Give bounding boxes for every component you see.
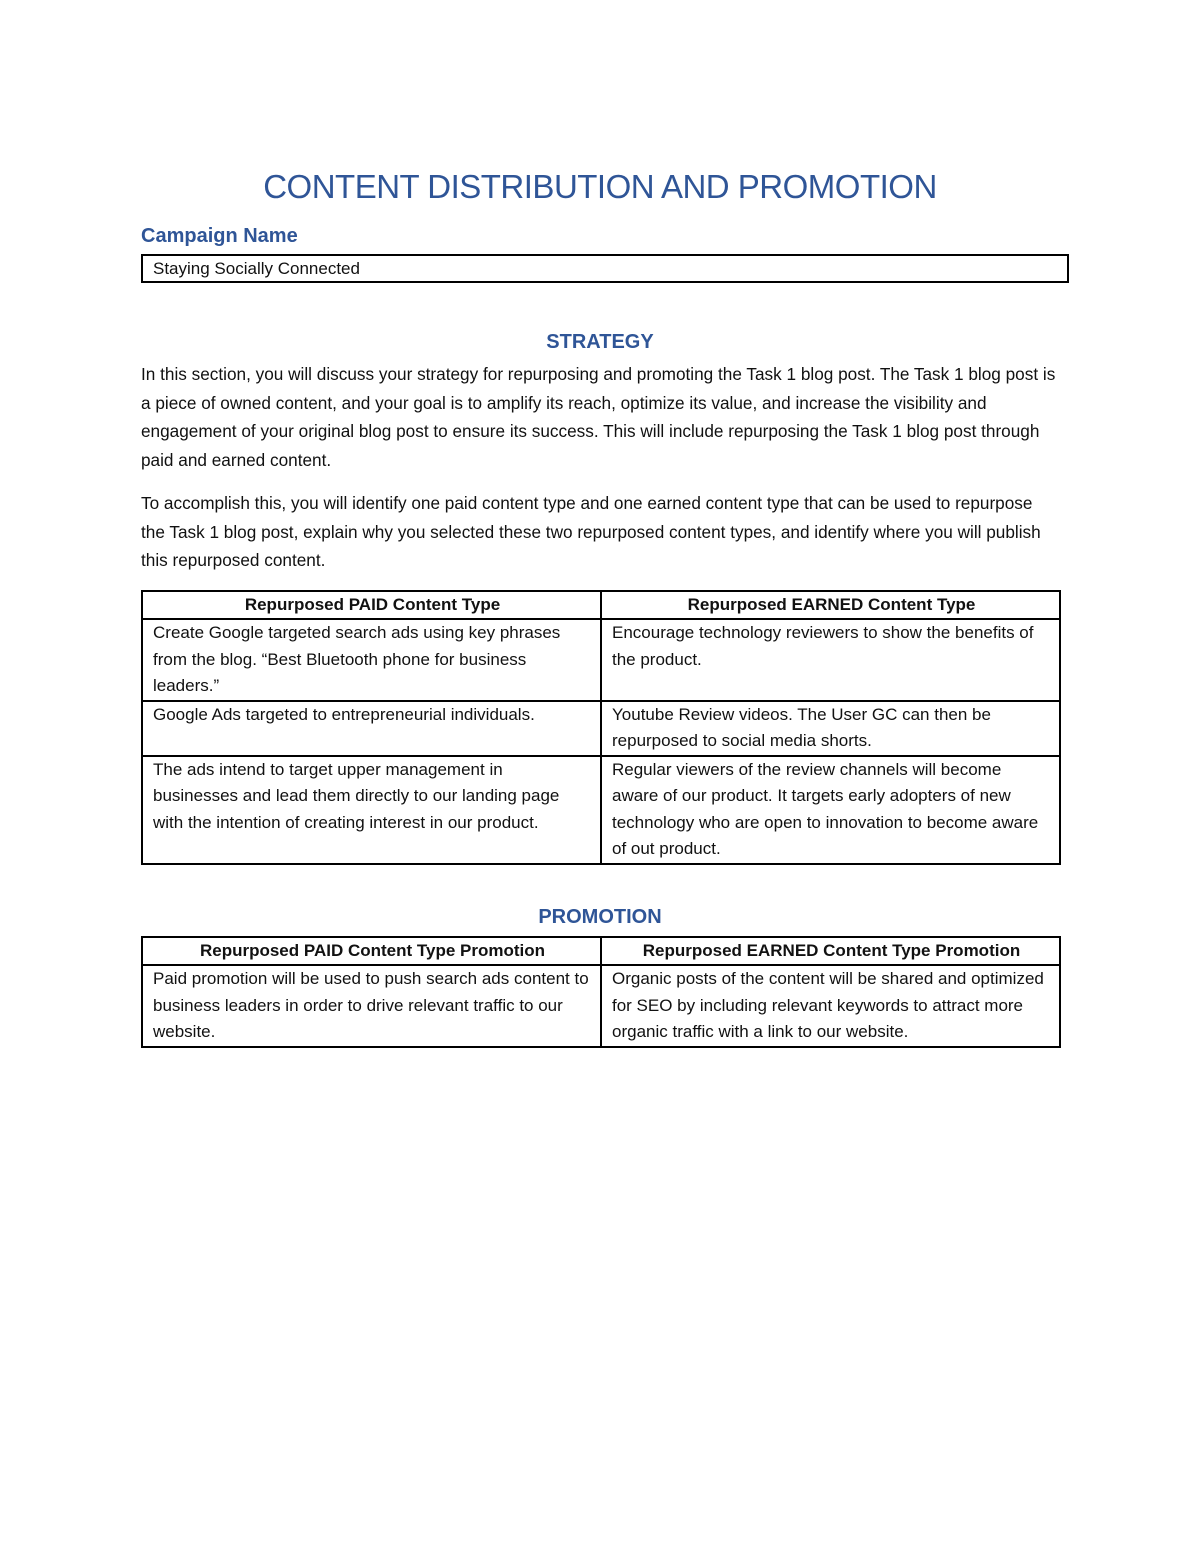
strategy-paragraph-1: In this section, you will discuss your strategy for repurposing and promoting the Task 1 blog post. The Task 1 blog post is a piece of owned content, and your goal is to amplify its reach, optimize its value, and increase the visibility and engagement of your original blog post to ensure its success. This will include repurposing the Task 1 blog post through paid and earned content. [141, 364, 1056, 471]
table-cell: Google Ads targeted to entrepreneurial individuals. [142, 701, 601, 756]
page-title: CONTENT DISTRIBUTION AND PROMOTION [263, 168, 937, 205]
campaign-name-field: Staying Socially Connected [141, 254, 1069, 283]
table-cell: Youtube Review videos. The User GC can then be repurposed to social media shorts. [601, 701, 1060, 756]
column-header: Repurposed EARNED Content Type [601, 591, 1060, 619]
column-header: Repurposed EARNED Content Type Promotion [601, 937, 1060, 965]
table-cell: Regular viewers of the review channels will become aware of our product. It targets early adopters of new technology who are open to innovation to become aware of out product. [601, 756, 1060, 864]
table-row [142, 701, 1060, 756]
table-cell: Encourage technology reviewers to show the benefits of the product. [601, 619, 1060, 701]
promotion-heading: PROMOTION [538, 906, 662, 928]
table-row [142, 619, 1060, 701]
table-row [142, 965, 1060, 1047]
strategy-paragraph-2: To accomplish this, you will identify one paid content type and one earned content type that can be used to repurpose the Task 1 blog post, explain why you selected these two repurposed content types, and identify where you will publish this repurposed content. [141, 493, 1041, 571]
promotion-table [141, 936, 1061, 1048]
table-cell: Organic posts of the content will be shared and optimized for SEO by including relevant keywords to attract more organic traffic with a link to our website. [601, 965, 1060, 1047]
column-header: Repurposed PAID Content Type Promotion [142, 937, 601, 965]
table-row [142, 756, 1060, 864]
table-cell: Create Google targeted search ads using key phrases from the blog. “Best Bluetooth phone for business leaders.” [142, 619, 601, 701]
column-header: Repurposed PAID Content Type [142, 591, 601, 619]
table-cell: Paid promotion will be used to push search ads content to business leaders in order to drive relevant traffic to our website. [142, 965, 601, 1047]
strategy-table [141, 590, 1061, 865]
table-header-row [142, 937, 1060, 965]
campaign-name-label: Campaign Name [141, 225, 298, 247]
strategy-heading: STRATEGY [546, 331, 654, 353]
table-cell: The ads intend to target upper management in businesses and lead them directly to our landing page with the intention of creating interest in our product. [142, 756, 601, 864]
table-header-row [142, 591, 1060, 619]
